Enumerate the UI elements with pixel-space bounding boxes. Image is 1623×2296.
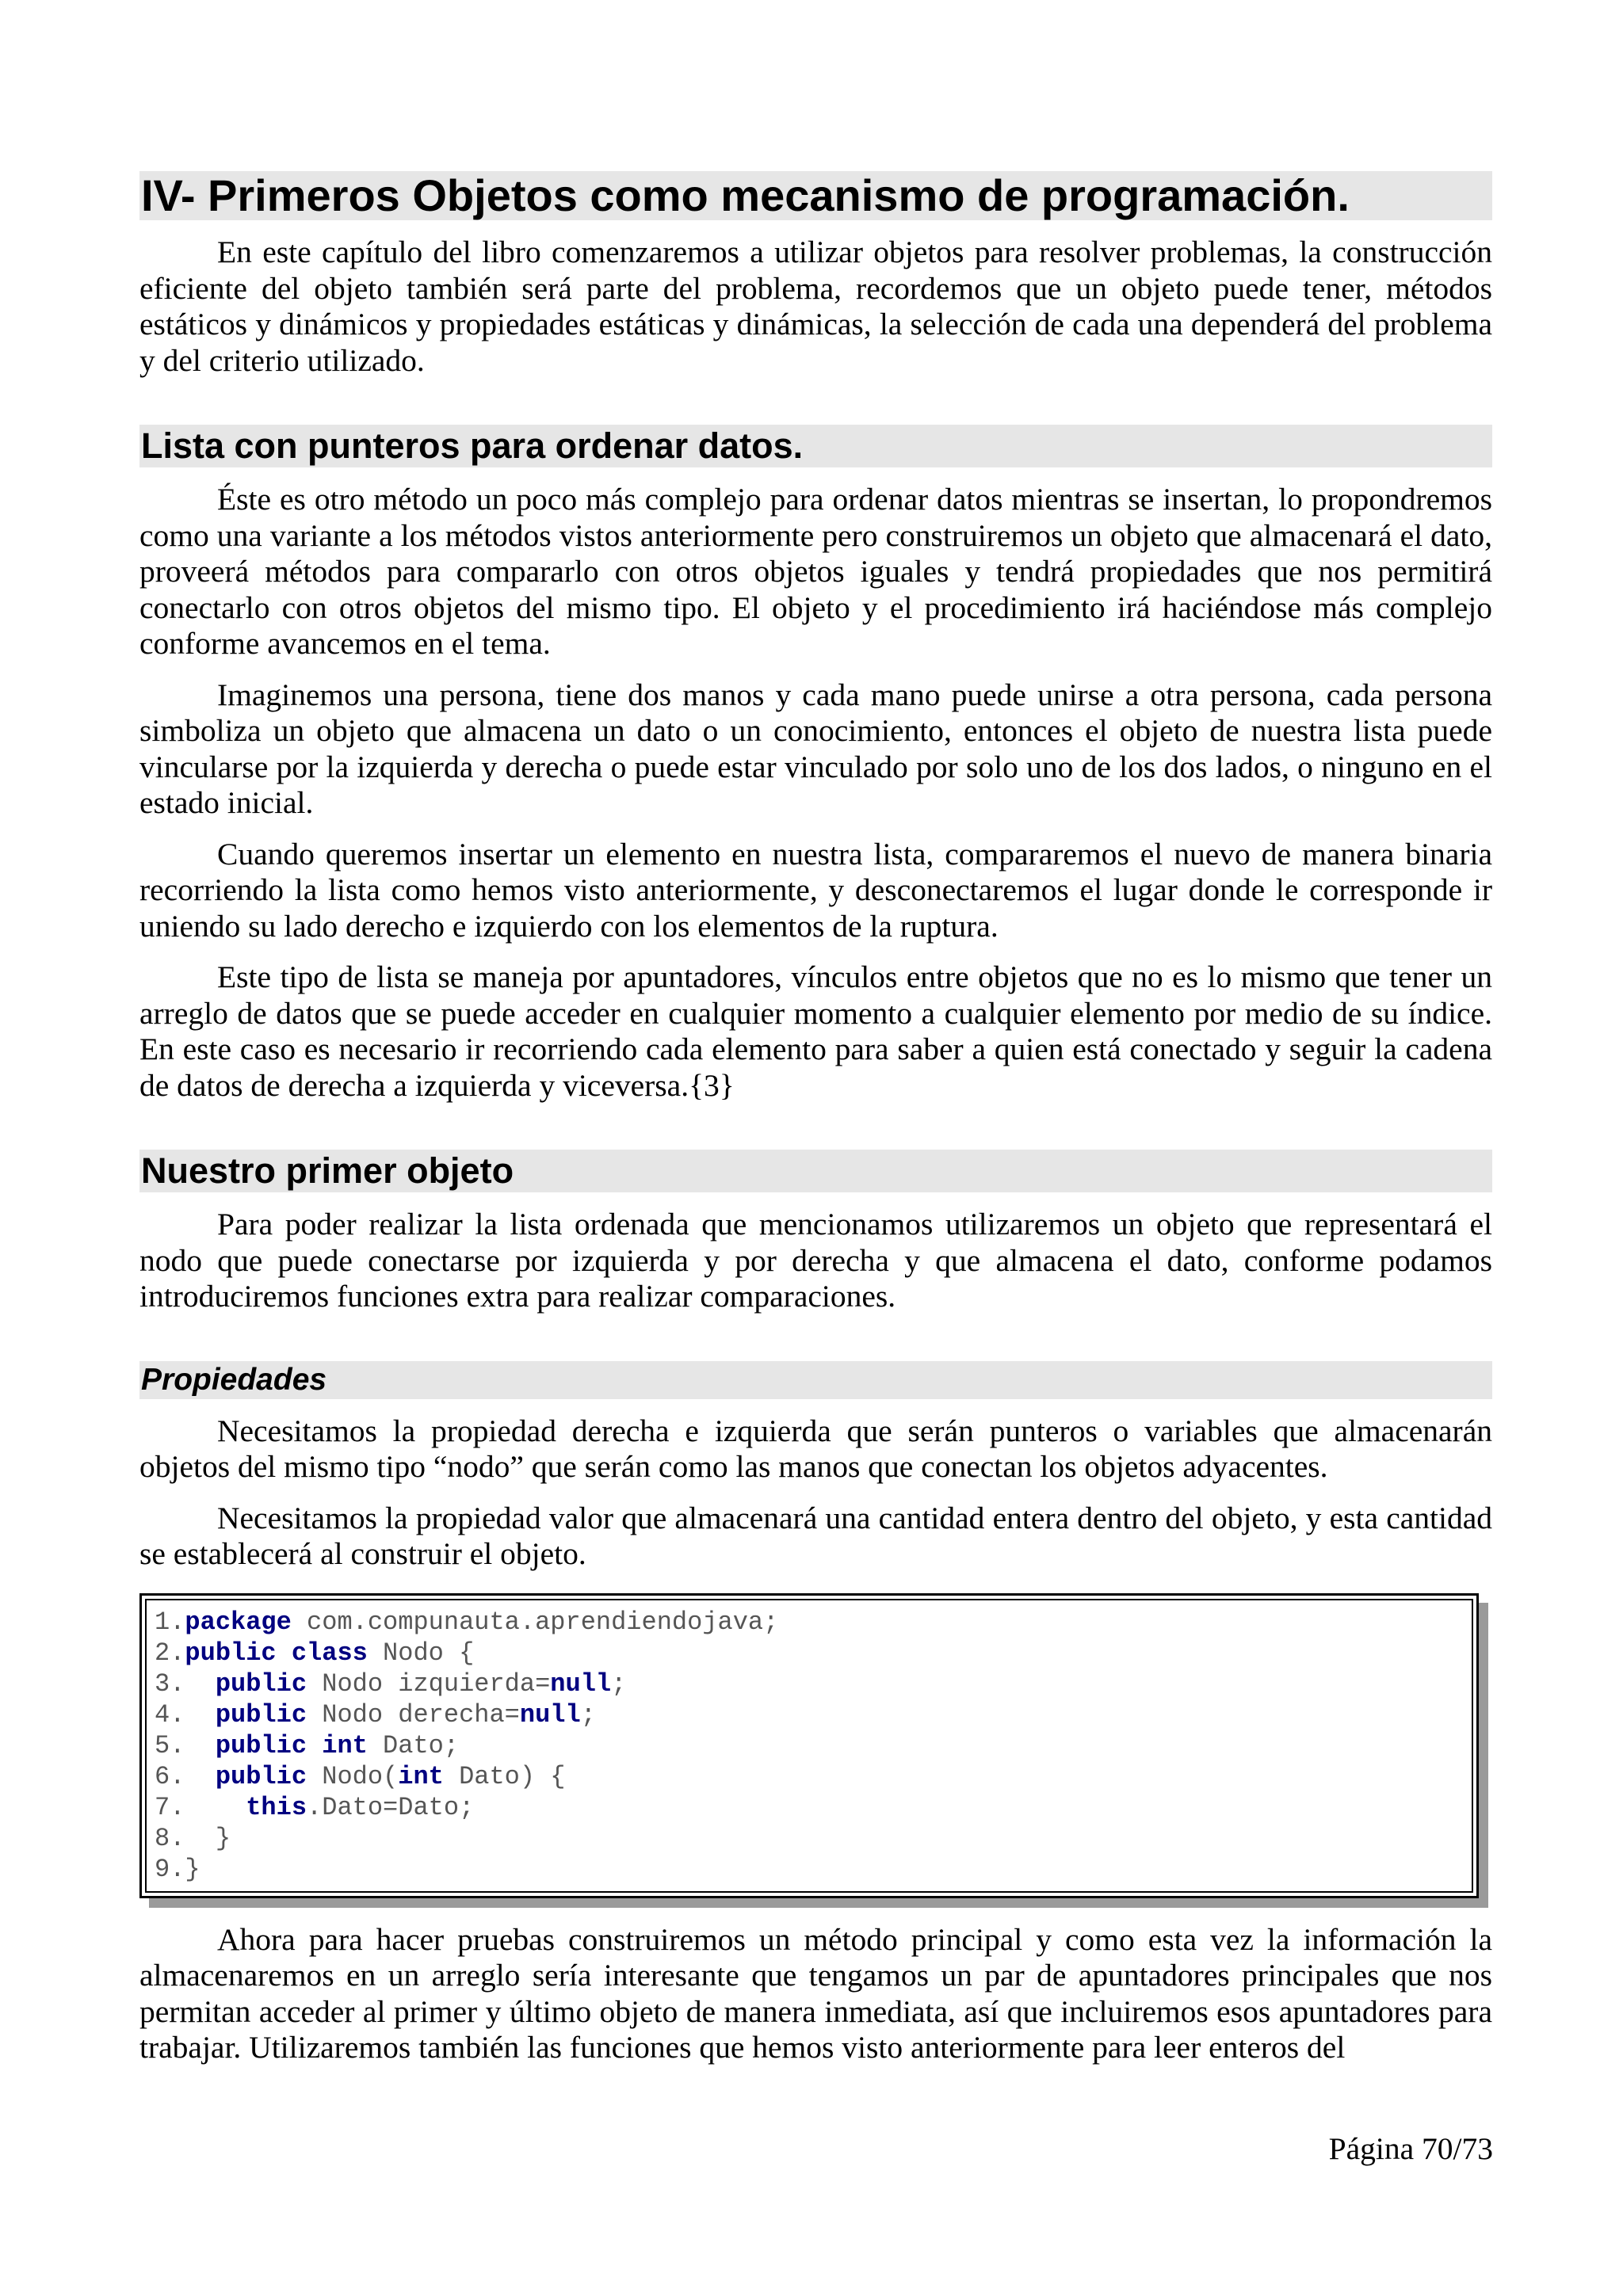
code-listing-border bbox=[139, 1593, 1479, 1898]
objeto-paragraph: Para poder realizar la lista ordenada que mencionamos utilizaremos un objeto que representará el nodo que puede conectarse por izquierda y por derecha y que almacena el dato, conforme podamos introduciremos funciones extra para realizar comparaciones. bbox=[139, 1207, 1492, 1314]
code-line-6: 6. public Nodo(int Dato) { bbox=[155, 1761, 566, 1791]
page-content bbox=[139, 171, 1492, 2066]
intro-paragraph: En este capítulo del libro comenzaremos a utilizar objetos para resolver problemas, la construcción eficiente del objeto también será parte del problema, recordemos que un objeto puede tener, métodos estáticos y dinámicos y propiedades estáticas y dinámicas, la selección de cada una dependerá del problema y del criterio utilizado. bbox=[139, 235, 1492, 378]
section-heading-lista: Lista con punteros para ordenar datos. bbox=[139, 425, 1492, 467]
lista-paragraph-1: Éste es otro método un poco más complejo para ordenar datos mientras se insertan, lo propondremos como una variante a los métodos vistos anteriormente pero construiremos un objeto que almacenará el dato, proveerá métodos para compararlo con otros objetos iguales y tendrá propiedades que nos permitirá conectarlo con otros objetos del mismo tipo. El objeto y el procedimiento irá haciéndose más complejo conforme avancemos en el tema. bbox=[139, 482, 1492, 661]
lista-paragraph-2: Imaginemos una persona, tiene dos manos y cada mano puede unirse a otra persona, cada persona simboliza un objeto que almacena un dato o un conocimiento, entonces el objeto de nuestra lista puede vincularse por la izquierda y derecha o puede estar vinculado por solo uno de los dos lados, o ninguno en el estado inicial. bbox=[139, 677, 1492, 820]
section-heading-primer-objeto: Nuestro primer objeto bbox=[139, 1150, 1492, 1192]
after-code-paragraph: Ahora para hacer pruebas construiremos un método principal y como esta vez la información la almacenaremos en un arreglo sería interesante que tengamos un par de apuntadores principales que nos permitan acceder al primer y último objeto de manera inmediata, así que incluiremos esos apuntadores para trabajar. Utilizaremos también las funciones que hemos visto anteriormente para leer enteros del bbox=[139, 1921, 1492, 2065]
code-line-1: 1.package com.compunauta.aprendiendojava; bbox=[155, 1607, 779, 1637]
code-listing bbox=[139, 1593, 1479, 1898]
page-number: Página 70/73 bbox=[1328, 2131, 1493, 2166]
code-line-2: 2.public class Nodo { bbox=[155, 1638, 475, 1668]
subsection-heading-propiedades: Propiedades bbox=[139, 1361, 1492, 1399]
chapter-heading: IV- Primeros Objetos como mecanismo de programación. bbox=[139, 171, 1492, 220]
code-line-5: 5. public int Dato; bbox=[155, 1730, 460, 1760]
code-line-8: 8. } bbox=[155, 1823, 231, 1853]
code-line-4: 4. public Nodo derecha=null; bbox=[155, 1699, 596, 1730]
code-listing-body bbox=[145, 1599, 1473, 1893]
lista-paragraph-4: Este tipo de lista se maneja por apuntadores, vínculos entre objetos que no es lo mismo que tener un arreglo de datos que se puede acceder en cualquier momento a cualquier elemento por medio de su índice. En este caso es necesario ir recorriendo cada elemento para saber a quien está conectado y seguir la cadena de datos de derecha a izquierda y viceversa.{3} bbox=[139, 959, 1492, 1103]
propiedades-paragraph-2: Necesitamos la propiedad valor que almacenará una cantidad entera dentro del objeto, y esta cantidad se establecerá al construir el objeto. bbox=[139, 1500, 1492, 1571]
code-line-7: 7. this.Dato=Dato; bbox=[155, 1792, 475, 1822]
code-line-9: 9.} bbox=[155, 1854, 200, 1884]
code-line-3: 3. public Nodo izquierda=null; bbox=[155, 1669, 627, 1699]
lista-paragraph-3: Cuando queremos insertar un elemento en nuestra lista, compararemos el nuevo de manera binaria recorriendo la lista como hemos visto anteriormente, y desconectaremos el lugar donde le corresponde ir uniendo su lado derecho e izquierdo con los elementos de la ruptura. bbox=[139, 836, 1492, 944]
propiedades-paragraph-1: Necesitamos la propiedad derecha e izquierda que serán punteros o variables que almacenarán objetos del mismo tipo “nodo” que serán como las manos que conectan los objetos adyacentes. bbox=[139, 1413, 1492, 1484]
